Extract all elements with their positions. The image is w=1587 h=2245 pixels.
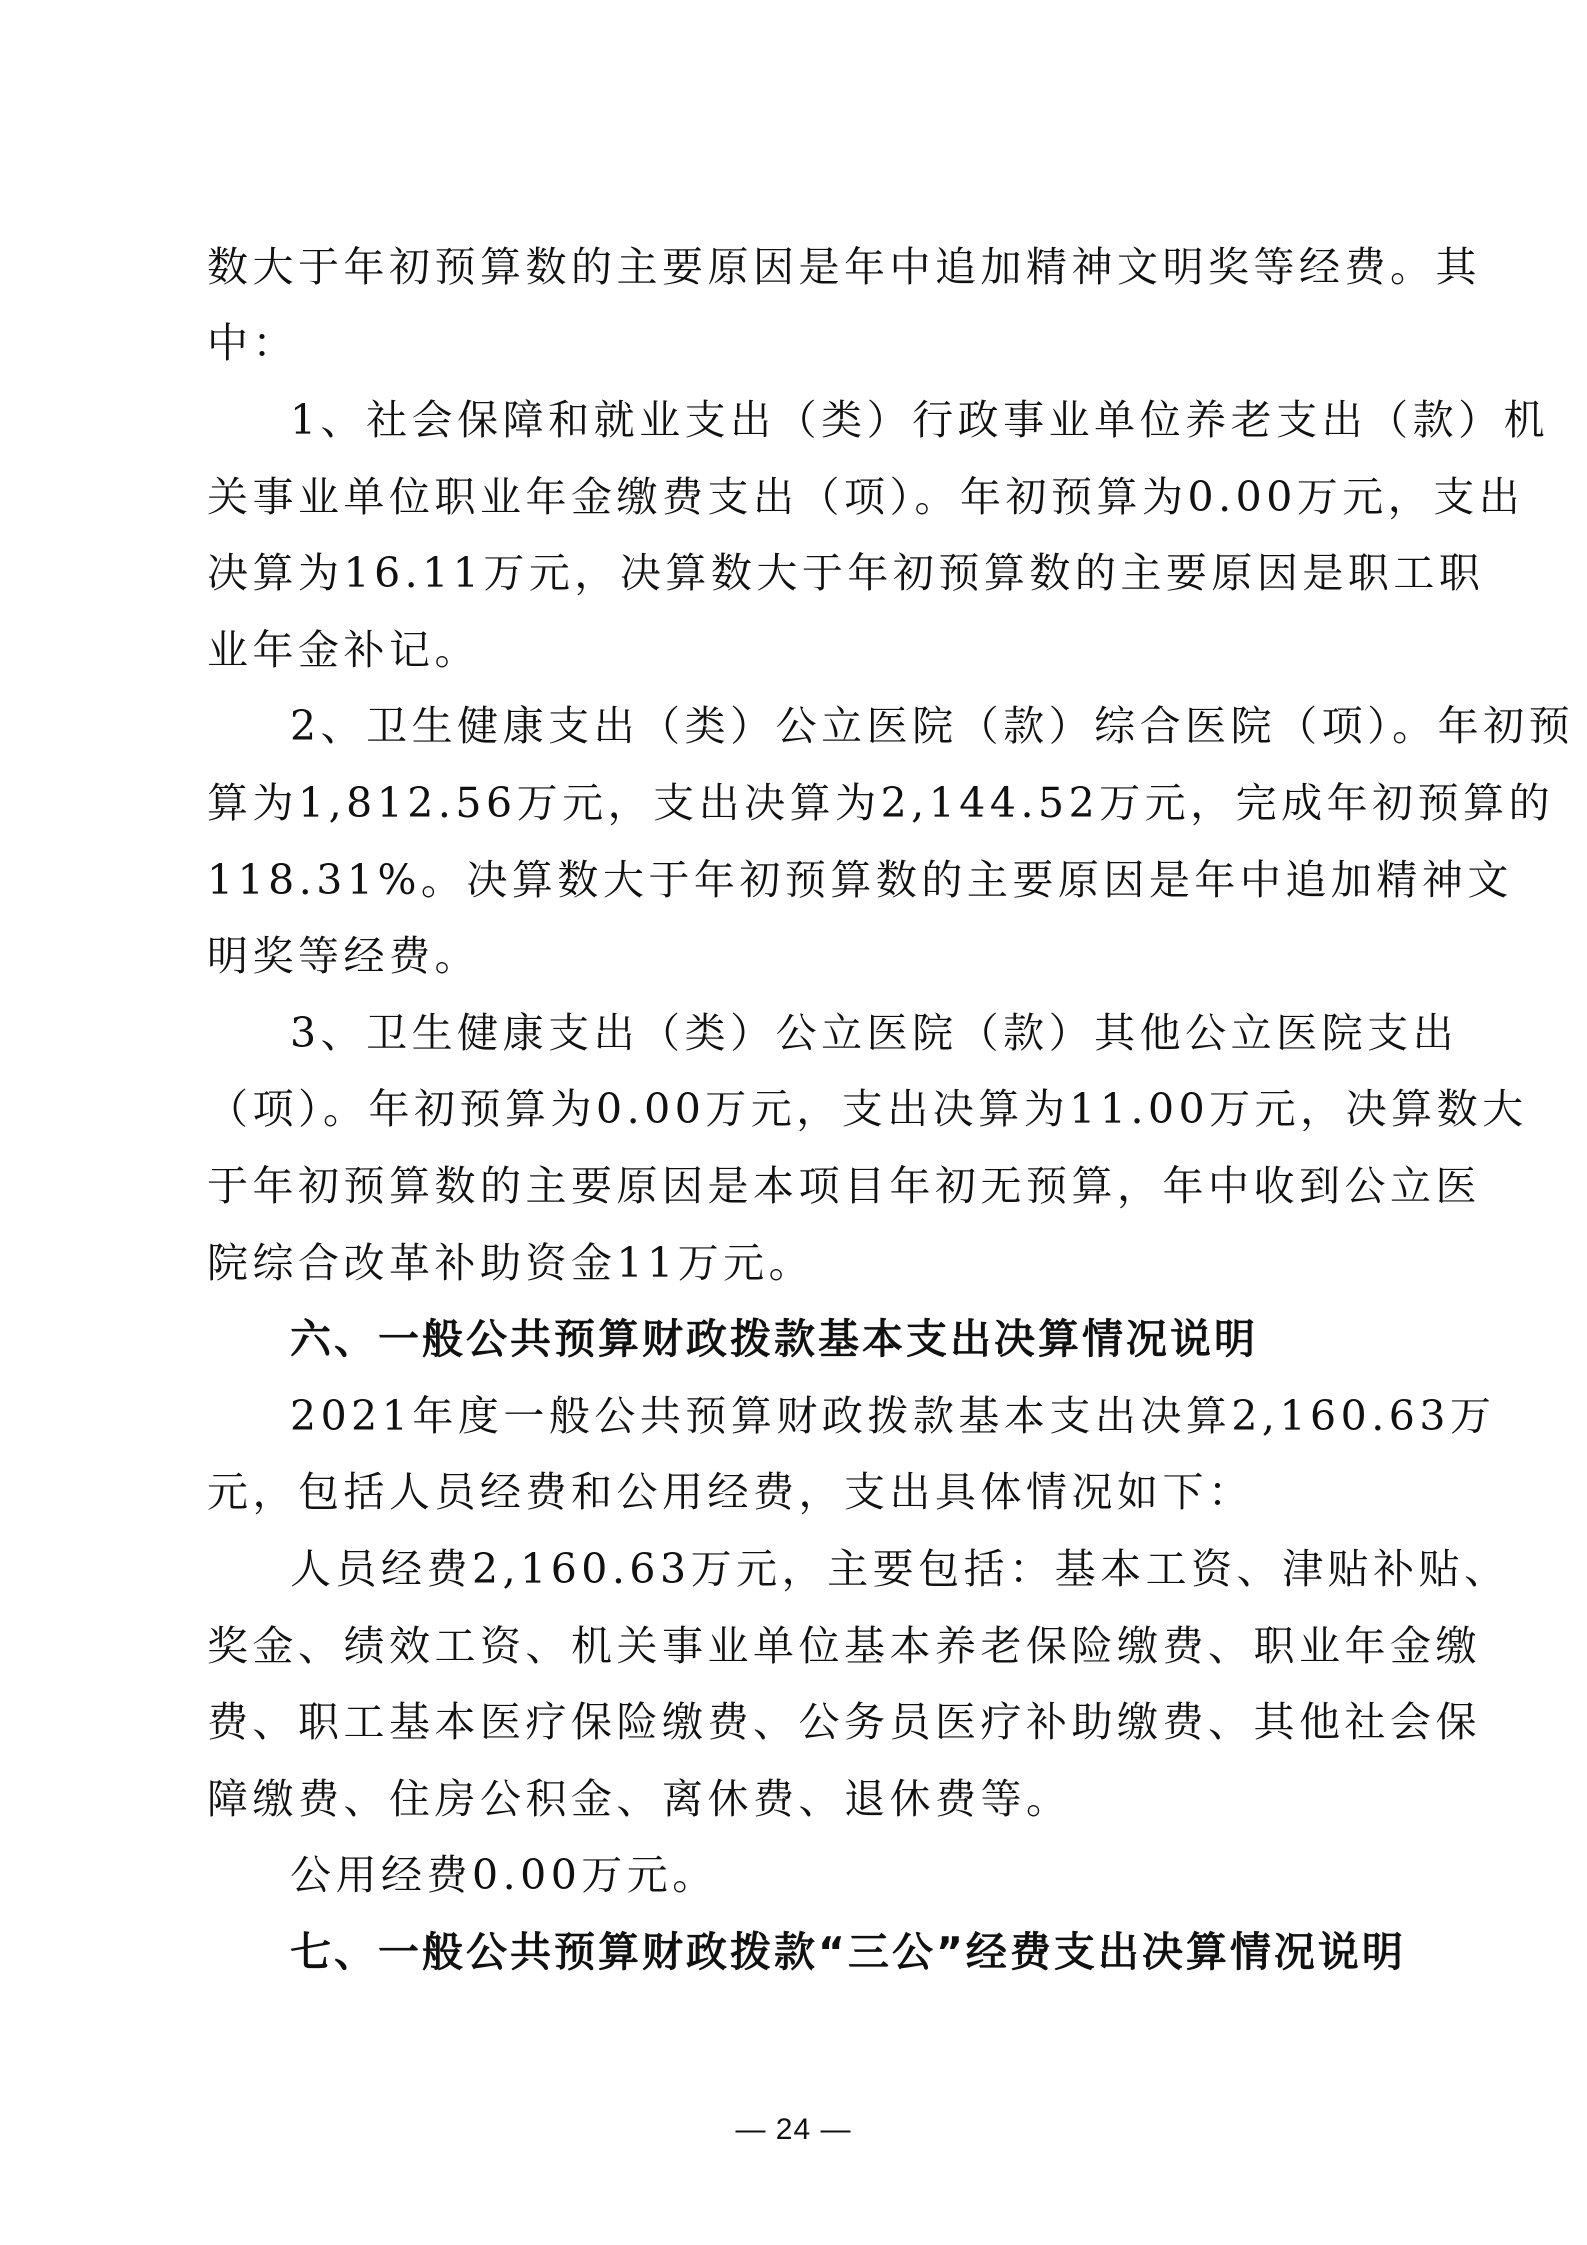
paragraph-line: 2021年度一般公共预算财政拨款基本支出决算2,160.63万 [290, 1392, 1496, 1440]
paragraph-line: 公用经费0.00万元。 [290, 1851, 718, 1899]
paragraph-line: 院综合改革补助资金11万元。 [207, 1239, 815, 1287]
paragraph-line: 人员经费2,160.63万元，主要包括：基本工资、津贴补贴、 [290, 1545, 1510, 1593]
page-number: — 24 — [735, 2113, 852, 2146]
paragraph-line: 关事业单位职业年金缴费支出（项）。年初预算为0.00万元，支出 [207, 473, 1525, 521]
paragraph-line: 2、卫生健康支出（类）公立医院（款）综合医院（项）。年初预 [290, 702, 1575, 750]
paragraph-line: 3、卫生健康支出（类）公立医院（款）其他公立医院支出 [290, 1009, 1459, 1057]
paragraph-line: 数大于年初预算数的主要原因是年中追加精神文明奖等经费。其 [207, 243, 1481, 291]
paragraph-line: 118.31%。决算数大于年初预算数的主要原因是年中追加精神文 [207, 856, 1513, 904]
paragraph-line: 障缴费、住房公积金、离休费、退休费等。 [207, 1775, 1072, 1823]
paragraph-line: 奖金、绩效工资、机关事业单位基本养老保险缴费、职业年金缴 [207, 1622, 1481, 1670]
section-heading: 七、一般公共预算财政拨款“三公”经费支出决算情况说明 [290, 1928, 1406, 1976]
paragraph-line: 决算为16.11万元，决算数大于年初预算数的主要原因是职工职 [207, 549, 1485, 597]
paragraph-line: 中： [207, 319, 298, 367]
paragraph-line: 费、职工基本医疗保险缴费、公务员医疗补助缴费、其他社会保 [207, 1698, 1481, 1746]
paragraph-line: 算为1,812.56万元，支出决算为2,144.52万元，完成年初预算的 [207, 779, 1555, 827]
paragraph-line: 元，包括人员经费和公用经费，支出具体情况如下： [207, 1468, 1254, 1516]
paragraph-line: 于年初预算数的主要原因是本项目年初无预算，年中收到公立医 [207, 1162, 1481, 1210]
section-heading: 六、一般公共预算财政拨款基本支出决算情况说明 [290, 1315, 1258, 1363]
paragraph-line: 1、社会保障和就业支出（类）行政事业单位养老支出（款）机 [290, 396, 1550, 444]
paragraph-line: 明奖等经费。 [207, 932, 480, 980]
paragraph-line: （项）。年初预算为0.00万元，支出决算为11.00万元，决算数大 [207, 1085, 1528, 1133]
paragraph-line: 业年金补记。 [207, 626, 480, 674]
